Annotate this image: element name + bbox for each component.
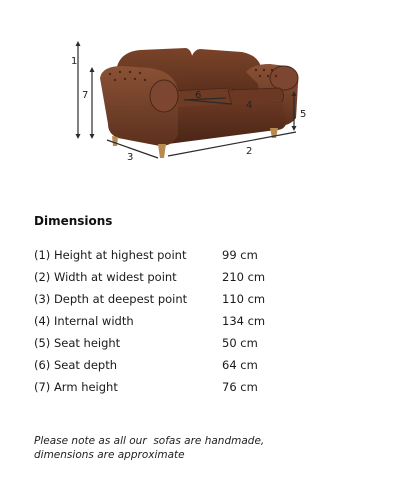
- dimension-value: 99 cm: [222, 248, 258, 262]
- marker-width: 2: [246, 146, 253, 157]
- dimension-label: (3) Depth at deepest point: [34, 292, 188, 306]
- marker-arm-height: 7: [82, 90, 89, 101]
- note-line-1: Please note as all our sofas are handmade,: [34, 435, 265, 447]
- dimension-row: [34, 288, 284, 310]
- dimension-row: [34, 266, 284, 288]
- dimension-label: (5) Seat height: [34, 336, 121, 350]
- dimension-value: 50 cm: [222, 336, 258, 350]
- dimension-value: 134 cm: [222, 314, 266, 328]
- marker-seat-height: 5: [300, 109, 307, 120]
- marker-depth: 3: [127, 152, 134, 163]
- sofa-illustration: [0, 0, 400, 200]
- dimension-row: [34, 244, 284, 266]
- marker-height: 1: [71, 56, 78, 67]
- note-line-2: dimensions are approximate: [34, 449, 185, 461]
- marker-internal-width: 4: [246, 100, 253, 111]
- dimension-row: [34, 332, 284, 354]
- handmade-note: [34, 434, 334, 462]
- right-arm-scroll: [270, 66, 298, 90]
- dimension-label: (7) Arm height: [34, 380, 118, 394]
- dimension-label: (2) Width at widest point: [34, 270, 177, 284]
- dimension-value: 210 cm: [222, 270, 266, 284]
- dimension-label: (4) Internal width: [34, 314, 134, 328]
- dimension-value: 76 cm: [222, 380, 258, 394]
- dimension-row: [34, 354, 284, 376]
- dimension-value: 110 cm: [222, 292, 266, 306]
- dimension-row: [34, 310, 284, 332]
- dimensions-title: Dimensions: [34, 214, 113, 228]
- dimension-row: [34, 376, 284, 398]
- sofa-diagram: [0, 0, 400, 200]
- dimension-label: (6) Seat depth: [34, 358, 118, 372]
- dimensions-list: [34, 244, 284, 398]
- dimension-label: (1) Height at highest point: [34, 248, 187, 262]
- marker-seat-depth: 6: [195, 90, 202, 101]
- left-arm-scroll: [150, 80, 178, 112]
- dimension-value: 64 cm: [222, 358, 258, 372]
